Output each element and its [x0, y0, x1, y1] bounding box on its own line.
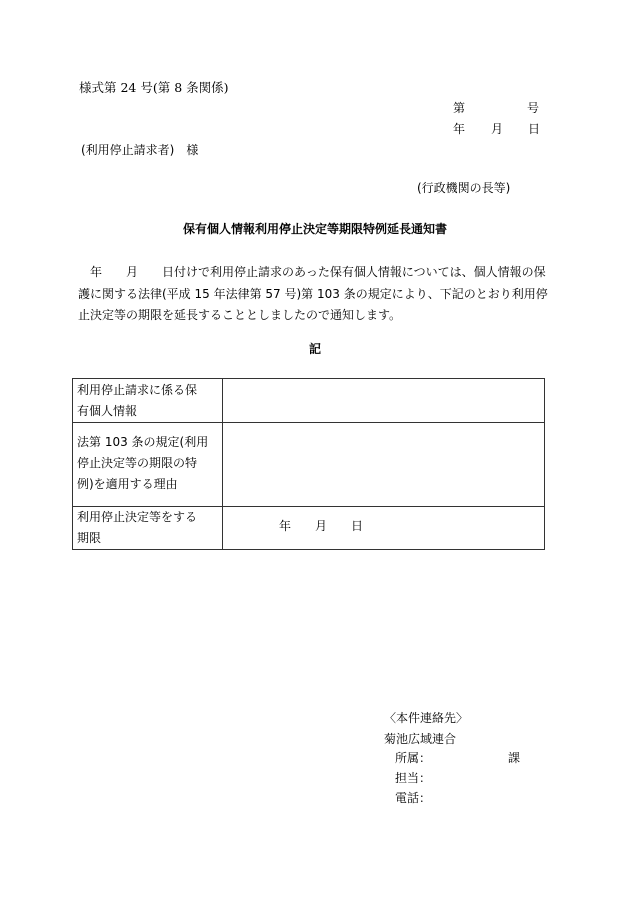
contact-dept-suffix: 課 — [508, 751, 521, 765]
request-table — [72, 378, 545, 550]
date-day: 日 — [528, 122, 541, 136]
document-title: 保有個人情報利用停止決定等期限特例延長通知書 — [182, 222, 447, 236]
issuer: (行政機関の長等) — [417, 181, 511, 195]
contact-heading: 〈本件連絡先〉 — [384, 711, 469, 725]
table-row — [73, 507, 545, 550]
table-row-value — [223, 379, 545, 423]
contact-person-label: 担当： — [395, 771, 432, 785]
table-row — [73, 379, 545, 423]
date-year: 年 — [453, 122, 466, 136]
table-row-label: 利用停止請求に係る保 有個人情報 — [73, 379, 223, 423]
contact-dept-label: 所属： — [395, 751, 432, 765]
addressee: (利用停止請求者) 様 — [81, 143, 199, 157]
deadline-date-value: 年 月 日 — [223, 507, 545, 550]
date-month: 月 — [491, 122, 504, 136]
doc-number-prefix: 第 — [453, 101, 466, 115]
ki-label: 記 — [309, 342, 322, 356]
table-row-label: 法第 103 条の規定(利用 停止決定等の期限の特 例)を適用する理由 — [73, 423, 223, 507]
body-paragraph: 年 月 日付けで利用停止請求のあった保有個人情報については、個人情報の保護に関する法律(平成 15 年法律第 57 号)第 103 条の規定により、下記のとおり利用停止決定等の期限を延長することとしましたので通知します。 — [78, 265, 548, 322]
table-row-value — [223, 423, 545, 507]
form-number: 様式第 24 号(第 8 条関係) — [79, 80, 229, 95]
table-row — [73, 423, 545, 507]
contact-org: 菊池広域連合 — [384, 732, 457, 746]
contact-phone-label: 電話： — [395, 791, 432, 805]
doc-number-suffix: 号 — [527, 101, 540, 115]
table-row-label: 利用停止決定等をする 期限 — [73, 507, 223, 550]
